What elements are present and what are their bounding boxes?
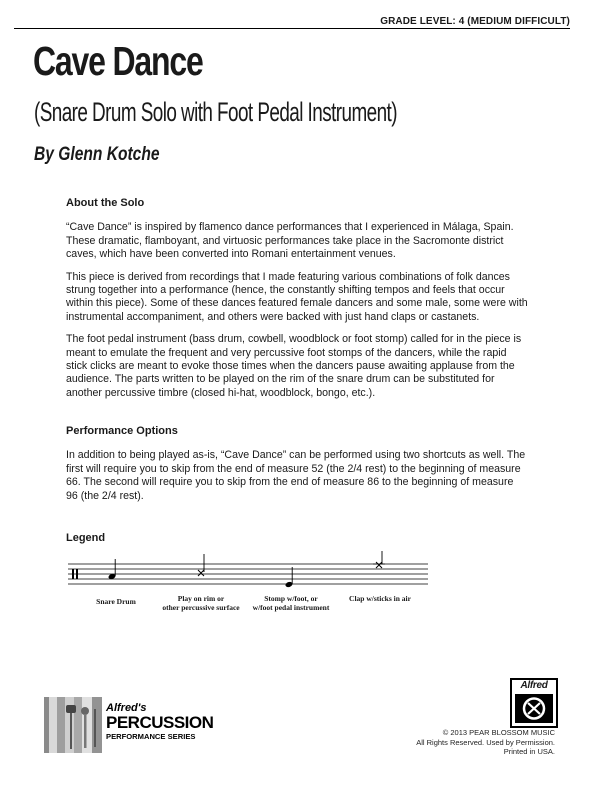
performance-heading: Performance Options [66, 425, 178, 437]
logo-line1: Alfred's [106, 702, 147, 714]
about-paragraph-1: “Cave Dance” is inspired by flamenco dance performances that I experienced in Málaga, Spain. These dramatic, flamboyant, and virtuosic performances take place in the Sacromonte district caves, which have been converted into Romani entertainment venues. [66, 221, 514, 261]
legend-label-clap: Clap w/sticks in air [349, 594, 411, 603]
grade-level: GRADE LEVEL: 4 (MEDIUM DIFFICULT) [380, 16, 570, 27]
alfred-publisher-logo [510, 678, 558, 728]
alfred-emblem-icon [515, 694, 553, 723]
percussion-series-logo [44, 695, 230, 755]
page-title: Cave Dance [33, 38, 203, 84]
about-section [66, 197, 528, 409]
legend-label-rim-line1: Play on rim or [177, 594, 225, 603]
about-paragraph-3: The foot pedal instrument (bass drum, cowbell, woodblock or foot stomp) called for in the piece is meant to emulate the frequent and very percussive foot stomps of the dancers, while the rapid stick clicks are meant to evoke those times when the dancers pause awaiting applause from the audience. The parts written to be played on the rim of the snare drum can be substituted for another percussive timbre (closed hi-hat, woodblock, bongo, etc.). [66, 333, 522, 399]
rim-note-icon [198, 554, 204, 576]
legend-label-stomp-line1: Stomp w/foot, or [264, 594, 318, 603]
alfred-brand: Alfred [512, 680, 556, 692]
snare-note-icon [108, 559, 116, 580]
copyright-line3: Printed in USA. [503, 747, 555, 757]
legend-label-snare: Snare Drum [96, 597, 136, 606]
legend-label-stomp [246, 594, 336, 612]
copyright-line2: All Rights Reserved. Used by Permission. [416, 737, 555, 747]
copyright-line1: © 2013 PEAR BLOSSOM MUSIC [442, 728, 555, 737]
logo-line2: PERCUSSION [106, 713, 214, 732]
legend-label-rim-line2: other percussive surface [162, 603, 240, 612]
performance-paragraph: In addition to being played as-is, “Cave Dance” can be performed using two shortcuts as well. The first will require you to skip from the end of measure 52 (the 2/4 rest) to the beginning of measure 66. The second will require you to skip from the end of measure 86 to the beginning of measure 96 (the 2/4 rest). [66, 449, 526, 502]
page-subtitle: (Snare Drum Solo with Foot Pedal Instrument) [34, 97, 397, 127]
stick-icon [94, 709, 96, 747]
logo-line3: PERFORMANCE SERIES [106, 732, 196, 741]
clap-note-icon [373, 551, 385, 568]
composer-byline: By Glenn Kotche [34, 144, 160, 165]
about-heading: About the Solo [66, 197, 145, 209]
about-paragraph-2: This piece is derived from recordings that I made featuring various combinations of folk dances strung together into a performance (hence, the constantly shifting tempos and feels that occur within this piece). Some of these dances featured female dancers and some male, some were with instrumental accompaniment, and others were backed with just hand claps or castanets. [66, 270, 528, 323]
legend-heading: Legend [66, 532, 106, 544]
legend-label-stomp-line2: w/foot pedal instrument [252, 603, 330, 612]
stomp-note-icon [285, 567, 293, 588]
header-rule [14, 28, 570, 29]
performance-section [66, 425, 528, 512]
copyright-notice [416, 728, 555, 757]
legend-label-rim [158, 594, 244, 612]
legend-staff [60, 550, 435, 590]
